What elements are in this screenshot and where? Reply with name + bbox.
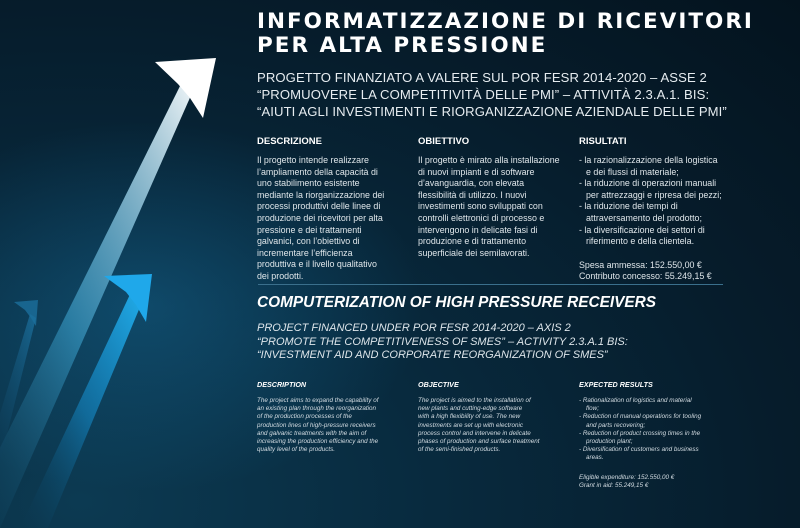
expected-results-column bbox=[579, 380, 759, 490]
text-line: produttiva e il livello qualitativo bbox=[257, 259, 377, 270]
text-line: produzione e di trattamento bbox=[418, 236, 527, 247]
text-line: of the semi-finished products. bbox=[418, 446, 501, 454]
text-line: with a high flexibility of use. The new bbox=[418, 413, 521, 421]
italian-subtitle-line-2: “PROMUOVERE LA COMPETITIVITÀ DELLE PMI” – ATTIVITÀ 2.3.A.1. BIS: bbox=[257, 87, 710, 102]
text-line: produzione dei ricevitori per alta bbox=[257, 212, 383, 223]
list-item bbox=[579, 201, 769, 224]
list-item bbox=[579, 155, 769, 178]
text-line: processi produttivi delle linee di bbox=[257, 201, 381, 212]
text-line: uno stabilimento esistente bbox=[257, 178, 360, 189]
english-subtitle-line-2: “PROMOTE THE COMPETITIVENESS OF SMES” – ACTIVITY 2.3.A.1 BIS: bbox=[257, 335, 628, 348]
italian-subtitle-line-3: “AIUTI AGLI INVESTIMENTI E RIORGANIZZAZIONE AZIENDALE DELLE PMI” bbox=[257, 104, 727, 119]
obiettivo-column bbox=[418, 136, 578, 259]
text-line: mediante la riorganizzazione dei bbox=[257, 189, 385, 200]
objective-text bbox=[418, 397, 578, 454]
obiettivo-heading: OBIETTIVO bbox=[418, 136, 470, 147]
text-line: dei prodotti. bbox=[257, 270, 304, 281]
descrizione-text bbox=[257, 155, 415, 283]
text-line: of the production processes of the bbox=[257, 413, 352, 421]
item-line: - la diversificazione dei settori di bbox=[579, 224, 705, 235]
text-line: investimenti sono sviluppati con bbox=[418, 201, 543, 212]
item-line: and parts recovering; bbox=[586, 421, 646, 429]
item-line: flow; bbox=[586, 405, 599, 413]
text-line: The project is aimed to the installation of bbox=[418, 397, 531, 404]
list-item bbox=[579, 225, 769, 248]
risultati-column bbox=[579, 136, 769, 283]
text-line: The project aims to expand the capability of bbox=[257, 397, 379, 404]
list-item bbox=[579, 178, 769, 201]
italian-subtitle-line-1: PROGETTO FINANZIATO A VALERE SUL POR FESR 2014-2020 – ASSE 2 bbox=[257, 70, 707, 85]
text-line: d’avanguardia, con elevata bbox=[418, 178, 525, 189]
text-line: incrementare l’efficienza bbox=[257, 247, 353, 258]
descrizione-column bbox=[257, 136, 415, 283]
descrizione-heading: DESCRIZIONE bbox=[257, 136, 322, 147]
english-subtitle bbox=[257, 322, 777, 363]
english-title: COMPUTERIZATION OF HIGH PRESSURE RECEIVERS bbox=[257, 294, 657, 311]
text-line: an existing plan through the reorganization bbox=[257, 405, 377, 413]
item-line: - Reduction of product crossing times in the bbox=[579, 429, 701, 437]
description-heading: DESCRIPTION bbox=[257, 380, 307, 389]
item-line: per attrezzaggi e ripresa dei pezzi; bbox=[586, 189, 722, 200]
spesa-ammessa: Spesa ammessa: 152.550,00 € bbox=[579, 259, 702, 270]
english-subtitle-line-3: “INVESTMENT AID AND CORPORATE REORGANIZATION OF SMES” bbox=[257, 349, 608, 361]
text-line: Il progetto è mirato alla installazione bbox=[418, 155, 560, 165]
description-column bbox=[257, 380, 417, 454]
list-item bbox=[579, 413, 759, 429]
text-line: galvanici, con l’obiettivo di bbox=[257, 236, 360, 247]
text-line: production lines of high-pressure receivers bbox=[257, 421, 376, 429]
italian-title-line-1: INFORMATIZZAZIONE DI RICEVITORI bbox=[257, 9, 754, 34]
text-line: controlli elettronici di processo e bbox=[418, 212, 545, 223]
item-line: - la riduzione di operazioni manuali bbox=[579, 178, 717, 189]
item-line: - la razionalizzazione della logistica bbox=[579, 155, 718, 165]
risultati-list bbox=[579, 155, 769, 248]
italian-title-line-2: PER ALTA PRESSIONE bbox=[257, 33, 548, 58]
item-line: - la riduzione dei tempi di bbox=[579, 201, 678, 212]
expected-results-amounts bbox=[579, 474, 759, 490]
text-line: flessibilità di utilizzo. I nuovi bbox=[418, 189, 527, 200]
text-line: intervengono in delicate fasi di bbox=[418, 224, 538, 235]
text-line: process control and intervene in delicate bbox=[418, 429, 531, 437]
list-item bbox=[579, 430, 759, 446]
text-line: quality level of the products. bbox=[257, 446, 336, 454]
item-line: areas. bbox=[586, 454, 604, 462]
risultati-heading: RISULTATI bbox=[579, 136, 627, 147]
item-line: attraversamento del prodotto; bbox=[586, 212, 702, 223]
list-item bbox=[579, 446, 759, 462]
grant-in-aid: Grant in aid: 55.249,15 € bbox=[579, 481, 649, 489]
expected-results-heading: EXPECTED RESULTS bbox=[579, 380, 653, 389]
contributo-concesso: Contributo concesso: 55.249,15 € bbox=[579, 271, 712, 282]
text-line: l’ampliamento della capacità di bbox=[257, 166, 378, 177]
item-line: - Reduction of manual operations for tooling bbox=[579, 413, 702, 421]
section-divider bbox=[258, 284, 723, 285]
expected-results-list bbox=[579, 397, 759, 463]
list-item bbox=[579, 397, 759, 413]
eligible-expenditure: Eligible expenditure: 152.550,00 € bbox=[579, 473, 675, 481]
italian-title bbox=[257, 10, 787, 58]
text-line: di nuovi impianti e di software bbox=[418, 166, 535, 177]
text-line: and galvanic treatments with the aim of bbox=[257, 429, 367, 437]
english-subtitle-line-1: PROJECT FINANCED UNDER POR FESR 2014-2020 – AXIS 2 bbox=[257, 322, 571, 334]
item-line: e dei flussi di materiale; bbox=[586, 166, 679, 177]
text-line: investments are set up with electronic bbox=[418, 421, 523, 429]
item-line: - Diversification of customers and business bbox=[579, 446, 699, 454]
text-line: phases of production and surface treatment bbox=[418, 438, 540, 446]
risultati-amounts bbox=[579, 260, 769, 283]
obiettivo-text bbox=[418, 155, 578, 259]
text-line: superficiale dei semilavorati. bbox=[418, 247, 530, 258]
italian-subtitle bbox=[257, 69, 792, 120]
item-line: riferimento e della clientela. bbox=[586, 236, 695, 247]
text-line: new plants and cutting-edge software bbox=[418, 405, 523, 413]
item-line: production plant; bbox=[586, 438, 633, 446]
text-line: increasing the production efficiency and the bbox=[257, 438, 379, 446]
text-line: Il progetto intende realizzare bbox=[257, 155, 369, 165]
objective-heading: OBJECTIVE bbox=[418, 380, 459, 389]
item-line: - Rationalization of logistics and material bbox=[579, 397, 692, 404]
text-line: pressione e dei trattamenti bbox=[257, 224, 362, 235]
objective-column bbox=[418, 380, 578, 454]
description-text bbox=[257, 397, 417, 454]
